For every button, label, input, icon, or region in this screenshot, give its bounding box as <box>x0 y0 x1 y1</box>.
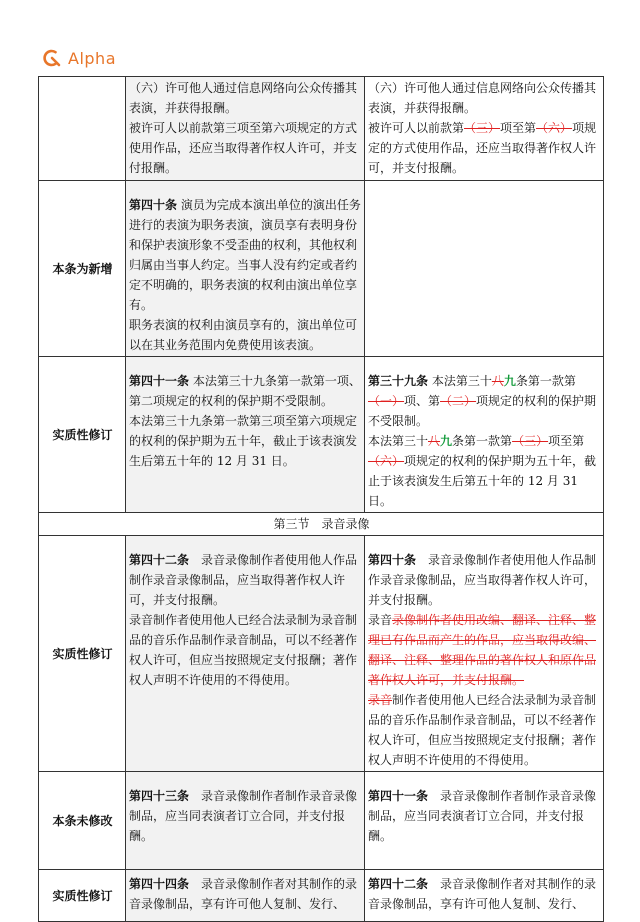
logo <box>40 46 116 70</box>
table-row <box>39 536 604 772</box>
new-paragraph: 第四十条 录音录像制作者使用他人作品制作录音录像制品，应当取得著作权人许可，并支付报酬。 <box>368 553 597 607</box>
row-label: 实质性修订 <box>39 357 126 513</box>
row-label: 实质性修订 <box>39 536 126 772</box>
old-text-cell <box>126 77 365 181</box>
old-text-cell <box>126 772 365 870</box>
table-row <box>39 870 604 922</box>
article-number: 第四十条 <box>368 553 417 567</box>
article-number: 第四十一条 <box>368 789 429 803</box>
deleted-text: （二） <box>440 394 477 408</box>
row-label: 本条未修改 <box>39 772 126 870</box>
old-paragraph: 本法第三十九条第一款第三项至第六项规定的权利的保护期为五十年，截止于该表演发生后第五十年的 12 月 31 日。 <box>129 414 358 468</box>
deleted-text: （三） <box>464 121 501 135</box>
section-row <box>39 513 604 536</box>
article-number: 第四十二条 <box>368 877 429 891</box>
new-paragraph: 录音制作者使用他人已经合法录制为录音制品的音乐作品制作录音制品，可以不经著作权人许可，但应当按照规定支付报酬；著作权人声明不许使用的不得使用。 <box>368 693 597 767</box>
table-row <box>39 77 604 181</box>
deleted-text: （一） <box>368 394 405 408</box>
old-text-cell <box>126 870 365 922</box>
new-paragraph: 第四十一条 录音录像制作者制作录音录像制品，应当同表演者订立合同，并支付报酬。 <box>368 789 597 843</box>
logo-text: Alpha <box>68 48 116 68</box>
article-number: 第三十九条 <box>368 374 429 388</box>
old-paragraph: （六）许可他人通过信息网络向公众传播其表演，并获得报酬。 <box>129 81 358 115</box>
old-text-cell <box>126 536 365 772</box>
old-paragraph: 第四十条 演员为完成本演出单位的演出任务进行的表演为职务表演，演员享有表明身份和保护表演形象不受歪曲的权利，其他权利归属由当事人约定。当事人没有约定或者约定不明确的，职务表演的权利由演出单位享有。 <box>129 198 361 312</box>
new-paragraph: 录音录像制作者使用改编、翻译、注释、整理已有作品而产生的作品，应当取得改编、翻译、注释、整理作品的著作权人和原作品著作权人许可，并支付报酬。 <box>368 613 597 687</box>
table-row <box>39 357 604 513</box>
old-paragraph: 职务表演的权利由演员享有的，演出单位可以在其业务范围内免费使用该表演。 <box>129 318 358 352</box>
article-number: 第四十四条 <box>129 877 190 891</box>
deleted-text: （六） <box>368 454 405 468</box>
new-paragraph: （六）许可他人通过信息网络向公众传播其表演，并获得报酬。 <box>368 81 597 115</box>
new-text-cell <box>365 536 604 772</box>
deleted-text: 录音 <box>368 693 393 707</box>
old-paragraph: 第四十四条 录音录像制作者对其制作的录音录像制品，享有许可他人复制、发行、 <box>129 877 358 911</box>
new-paragraph: 被许可人以前款第（三）项至第（六）项规定的方式使用作品，还应当取得著作权人许可，并支付报酬。 <box>368 121 597 175</box>
new-text-cell <box>365 357 604 513</box>
new-paragraph: 第四十二条 录音录像制作者对其制作的录音录像制品，享有许可他人复制、发行、 <box>368 877 597 911</box>
new-text-cell <box>365 181 604 357</box>
article-number: 第四十三条 <box>129 789 190 803</box>
alpha-logo-icon <box>40 46 64 70</box>
article-number: 第四十二条 <box>129 553 190 567</box>
row-label: 本条为新增 <box>39 181 126 357</box>
new-paragraph: 本法第三十八九条第一款第（三）项至第（六）项规定的权利的保护期为五十年，截止于该表演发生后第五十年的 12 月 31 日。 <box>368 434 597 508</box>
deleted-text: （六） <box>536 121 573 135</box>
old-paragraph: 第四十三条 录音录像制作者制作录音录像制品，应当同表演者订立合同，并支付报酬。 <box>129 789 358 843</box>
old-paragraph: 第四十一条 本法第三十九条第一款第一项、第二项规定的权利的保护期不受限制。 <box>129 374 361 408</box>
old-paragraph: 被许可人以前款第三项至第六项规定的方式使用作品，还应当取得著作权人许可，并支付报酬。 <box>129 121 358 175</box>
section-title: 第三节 录音录像 <box>39 513 604 536</box>
old-text-cell <box>126 181 365 357</box>
deleted-text: 八 <box>491 374 504 388</box>
table-row <box>39 772 604 870</box>
old-text-cell <box>126 357 365 513</box>
new-paragraph: 第三十九条 本法第三十八九条第一款第（一）项、第（二）项规定的权利的保护期不受限制。 <box>368 374 597 428</box>
deleted-text: （三） <box>512 434 549 448</box>
comparison-table <box>38 76 604 922</box>
deleted-text: 八 <box>428 434 441 448</box>
new-text-cell <box>365 870 604 922</box>
new-text-cell <box>365 77 604 181</box>
old-paragraph: 录音制作者使用他人已经合法录制为录音制品的音乐作品制作录音制品，可以不经著作权人许可，但应当按照规定支付报酬；著作权人声明不许使用的不得使用。 <box>129 613 358 687</box>
inserted-text: 九 <box>503 374 516 388</box>
new-text-cell <box>365 772 604 870</box>
table-row <box>39 181 604 357</box>
inserted-text: 九 <box>440 434 453 448</box>
row-label: 实质性修订 <box>39 870 126 922</box>
article-number: 第四十一条 <box>129 374 190 388</box>
row-label <box>39 77 126 181</box>
deleted-text: 录像制作者使用改编、翻译、注释、整理已有作品而产生的作品，应当取得改编、翻译、注释、整理作品的著作权人和原作品著作权人许可，并支付报酬。 <box>368 613 597 687</box>
old-paragraph: 第四十二条 录音录像制作者使用他人作品制作录音录像制品，应当取得著作权人许可，并支付报酬。 <box>129 553 358 607</box>
article-number: 第四十条 <box>129 198 178 212</box>
